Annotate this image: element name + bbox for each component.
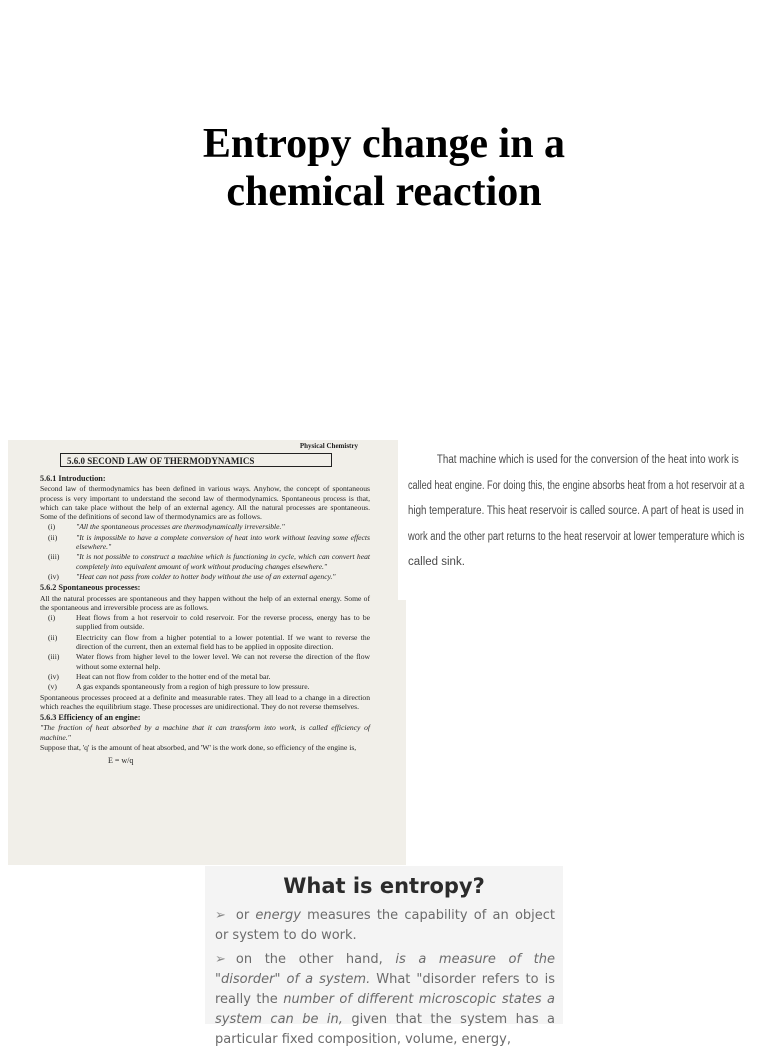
item-text: Heat flows from a hot reservoir to cold reservoir. For the reverse process, energy has to be supplied from outside.: [76, 613, 370, 632]
heading-5-6-2: 5.6.2 Spontaneous processes:: [40, 583, 141, 593]
item-number: (iii): [48, 552, 60, 562]
bullet-emphasis: is a measure of the "disorder" of a system.: [215, 952, 555, 987]
text-line: called sink.: [408, 556, 465, 568]
textbook-scan: [8, 440, 406, 865]
text-line: called heat engine. For doing this, the engine absorbs heat from a hot reservoir at a: [408, 479, 745, 492]
title-slide: [0, 0, 768, 440]
item-text: Water flows from higher level to the lower level. We can not reverse the direction of the flow without some external help.: [76, 652, 370, 671]
bullet-entropy: [215, 950, 555, 1050]
arrow-bullet-icon: ➢: [215, 952, 226, 967]
item-number: (i): [48, 522, 56, 532]
list-item: [40, 552, 370, 571]
section-heading-box: 5.6.0 SECOND LAW OF THERMODYNAMICS: [60, 453, 332, 467]
list-item: [40, 652, 370, 671]
item-number: (v): [48, 682, 57, 692]
bullet-emphasis: number of different microscopic states a system can be in,: [215, 992, 555, 1027]
list-item: [40, 572, 370, 581]
bullet-text: given that the system has a particular fixed composition, volume, energy,: [215, 1012, 556, 1047]
arrow-bullet-icon: ➢: [215, 908, 226, 923]
bullet-emphasis: energy: [255, 908, 301, 923]
item-number: (ii): [48, 632, 58, 642]
text-line: work and the other part returns to the heat reservoir at lower temperature which is: [408, 530, 745, 543]
heading-5-6-3: 5.6.3 Efficiency of an engine:: [40, 713, 141, 723]
bullet-text: measures the capability of an object or system to do work.: [215, 908, 555, 943]
item-text: "It is not possible to construct a machine which is functioning in cycle, which can convert heat completely into equivalent amount of work without producing changes elsewhere.": [76, 552, 370, 571]
bullet-text: What "disorder refers to is really the: [215, 972, 555, 1007]
running-head: Physical Chemistry: [299, 442, 358, 450]
efficiency-paragraph: Suppose that, 'q' is the amount of heat absorbed, and 'W' is the work done, so efficiency of the engine is,: [40, 743, 357, 753]
heat-engine-scan: [398, 440, 768, 600]
item-number: (iv): [48, 571, 59, 581]
list-item: [40, 672, 370, 681]
efficiency-quote: "The fraction of heat absorbed by a machine that it can transform into work, is called efficiency of machine.": [40, 723, 370, 742]
text-line: That machine which is used for the conversion of the heat into work is: [436, 454, 739, 466]
entropy-section: [205, 866, 563, 1047]
list-item: [40, 533, 370, 552]
text-line: high temperature. This heat reservoir is called source. A part of heat is used in: [408, 505, 744, 517]
intro-paragraph: Second law of thermodynamics has been defined in various ways. Anyhow, the concept of spontaneous process is very important to understand the second law of thermodynamics. Spontaneous process is that, which can take place without the help of an external agency. All the natural processes are spontaneous. Some of the definitions of second law of thermodynamics are as follows.: [40, 484, 370, 522]
list-item: [40, 682, 370, 691]
list-item: [40, 522, 370, 531]
item-number: (i): [48, 613, 56, 623]
item-text: "All the spontaneous processes are thermodynamically irreversible.": [76, 522, 285, 532]
entropy-heading: What is entropy?: [283, 874, 485, 898]
list-item: [40, 613, 370, 632]
heading-5-6-1: 5.6.1 Introduction:: [40, 474, 106, 483]
item-text: A gas expands spontaneously from a region of high pressure to low pressure.: [76, 682, 310, 692]
item-text: Electricity can flow from a higher potential to a lower potential. If we want to reverse the direction of the current, then an external field has to be applied in opposite direction.: [76, 632, 370, 652]
bullet-text: on the other hand,: [235, 952, 396, 967]
list-item: [40, 633, 370, 652]
bullet-text: or: [235, 908, 256, 923]
efficiency-formula: E = w/q: [108, 756, 134, 766]
spontaneous-paragraph-2: Spontaneous processes proceed at a definite and measurable rates. They all lead to a change in a direction which reaches the equilibrium stage. These processes are unidirectional. They do not reverse themselves.: [40, 692, 370, 711]
heat-engine-text: [408, 448, 744, 576]
item-text: "It is impossible to have a complete conversion of heat into work without leaving some effects elsewhere.": [76, 532, 370, 552]
bullet-energy: [215, 906, 555, 946]
title-line-2: chemical reaction: [226, 169, 542, 215]
scan-body: [40, 472, 370, 766]
item-text: "Heat can not pass from colder to hotter body without the use of an external agency.": [76, 571, 336, 581]
spontaneous-paragraph: All the natural processes are spontaneous and they happen without the help of an external energy. Some of the spontaneous and irreversible process are as follows.: [40, 593, 370, 612]
item-number: (ii): [48, 532, 58, 542]
title-line-1: Entropy change in a: [202, 121, 566, 167]
item-number: (iii): [48, 652, 60, 662]
item-number: (iv): [48, 671, 59, 681]
slide-title: [0, 120, 768, 216]
item-text: Heat can not flow from colder to the hotter end of the metal bar.: [76, 671, 271, 681]
